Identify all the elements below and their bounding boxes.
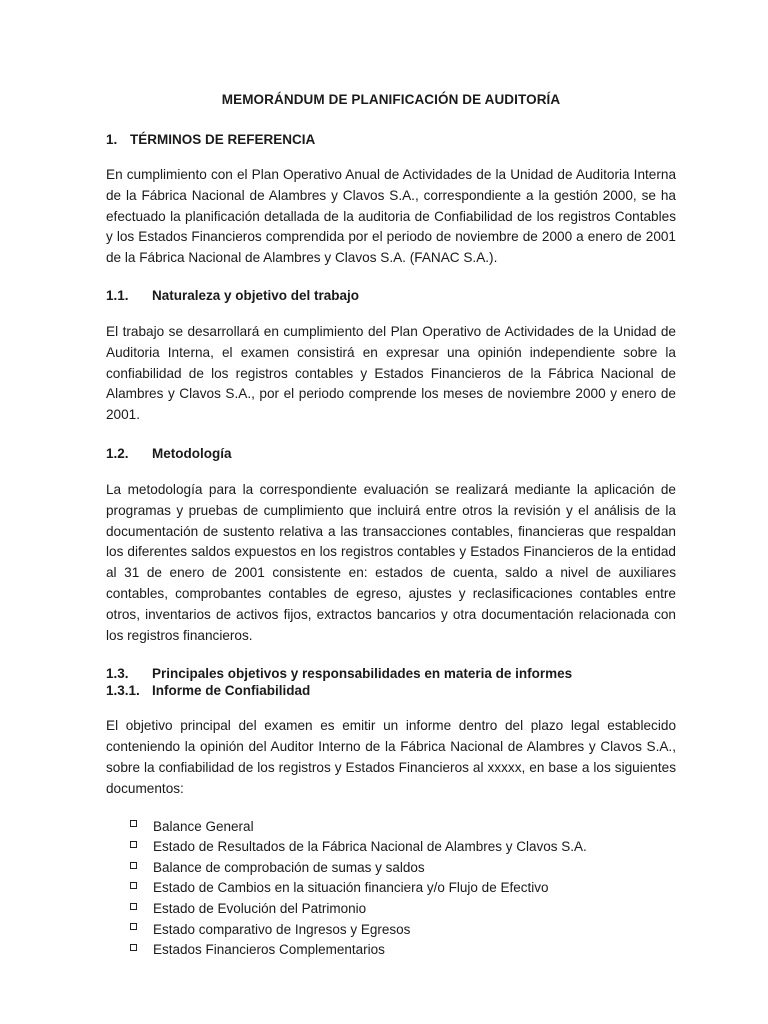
list-item: Balance General — [130, 817, 676, 838]
list-item: Estado de Evolución del Patrimonio — [130, 899, 676, 920]
section-1-1-heading — [106, 288, 676, 303]
section-1-2-paragraph: La metodología para la correspondiente evaluación se realizará mediante la aplicación de programas y pruebas de cumplimiento que incluirá entre otros la revisión y el análisis de la documentación de sustento relativa a las transacciones contables, financieras que respaldan los diferentes saldos expuestos en los registros contables y Estados Financieros de la entidad al 31 de enero de 2001 consistente en: estados de cuenta, saldo a nivel de auxiliares contables, comprobantes contables de egreso, ajustes y reclasificaciones contables entre otros, inventarios de activos fijos, extractos bancarios y otra documentación relacionada con los registros financieros. — [106, 481, 676, 643]
section-1-1-title: Naturaleza y objetivo del trabajo — [152, 287, 360, 303]
section-1-heading — [106, 132, 676, 147]
section-1-2-title: Metodología — [152, 445, 232, 461]
documents-list — [106, 817, 676, 961]
section-1-2-number: 1.2. — [106, 445, 129, 461]
square-bullet-icon — [130, 820, 137, 827]
section-1-3-1-heading — [106, 683, 676, 698]
square-bullet-icon — [130, 903, 137, 910]
section-1-3-1-paragraph: El objetivo principal del examen es emitir un informe dentro del plazo legal establecido conteniendo la opinión del Auditor Interno de la Fábrica Nacional de Alambres y Clavos S.A., sobre la confiabilidad de los registros y Estados Financieros al xxxxx, en base a los siguientes documentos: — [106, 718, 676, 796]
section-1-2-heading — [106, 446, 676, 461]
list-item: Estado comparativo de Ingresos y Egresos — [130, 920, 676, 941]
list-item: Estados Financieros Complementarios — [130, 940, 676, 961]
section-1-3-1-number: 1.3.1. — [106, 683, 140, 699]
section-1-3-heading — [106, 666, 676, 681]
section-1-1-paragraph: El trabajo se desarrollará en cumplimiento del Plan Operativo de Actividades de la Unidad de Auditoria Interna, el examen consistirá en expresar una opinión independiente sobre la confiabilidad de los registros contables y Estados Financieros de la Fábrica Nacional de Alambres y Clavos S.A., por el periodo comprende los meses de noviembre 2000 y enero de 2001. — [106, 323, 676, 423]
square-bullet-icon — [130, 923, 137, 930]
section-1-3-1-title: Informe de Confiabilidad — [152, 683, 311, 699]
square-bullet-icon — [130, 841, 137, 848]
document-title: MEMORÁNDUM DE PLANIFICACIÓN DE AUDITORÍA — [221, 92, 561, 107]
section-1-title: TÉRMINOS DE REFERENCIA — [130, 132, 316, 147]
section-1-3-number: 1.3. — [106, 666, 129, 682]
list-item: Estado de Cambios en la situación financiera y/o Flujo de Efectivo — [130, 878, 676, 899]
list-item: Balance de comprobación de sumas y saldos — [130, 858, 676, 879]
square-bullet-icon — [130, 862, 137, 869]
section-1-paragraph: En cumplimiento con el Plan Operativo Anual de Actividades de la Unidad de Auditoria Interna de la Fábrica Nacional de Alambres y Clavos S.A., correspondiente a la gestión 2000, se ha efectuado la planificación detallada de la auditoria de Confiabilidad de los registros Contables y los Estados Financieros comprendida por el periodo de noviembre de 2000 a enero de 2001 de la Fábrica Nacional de Alambres y Clavos S.A. (FANAC S.A.). — [106, 167, 676, 266]
list-item: Estado de Resultados de la Fábrica Nacional de Alambres y Clavos S.A. — [130, 837, 676, 858]
square-bullet-icon — [130, 944, 137, 951]
section-1-1-number: 1.1. — [106, 287, 129, 303]
square-bullet-icon — [130, 882, 137, 889]
section-1-number: 1. — [106, 132, 118, 147]
section-1-3-title: Principales objetivos y responsabilidades en materia de informes — [152, 666, 573, 682]
